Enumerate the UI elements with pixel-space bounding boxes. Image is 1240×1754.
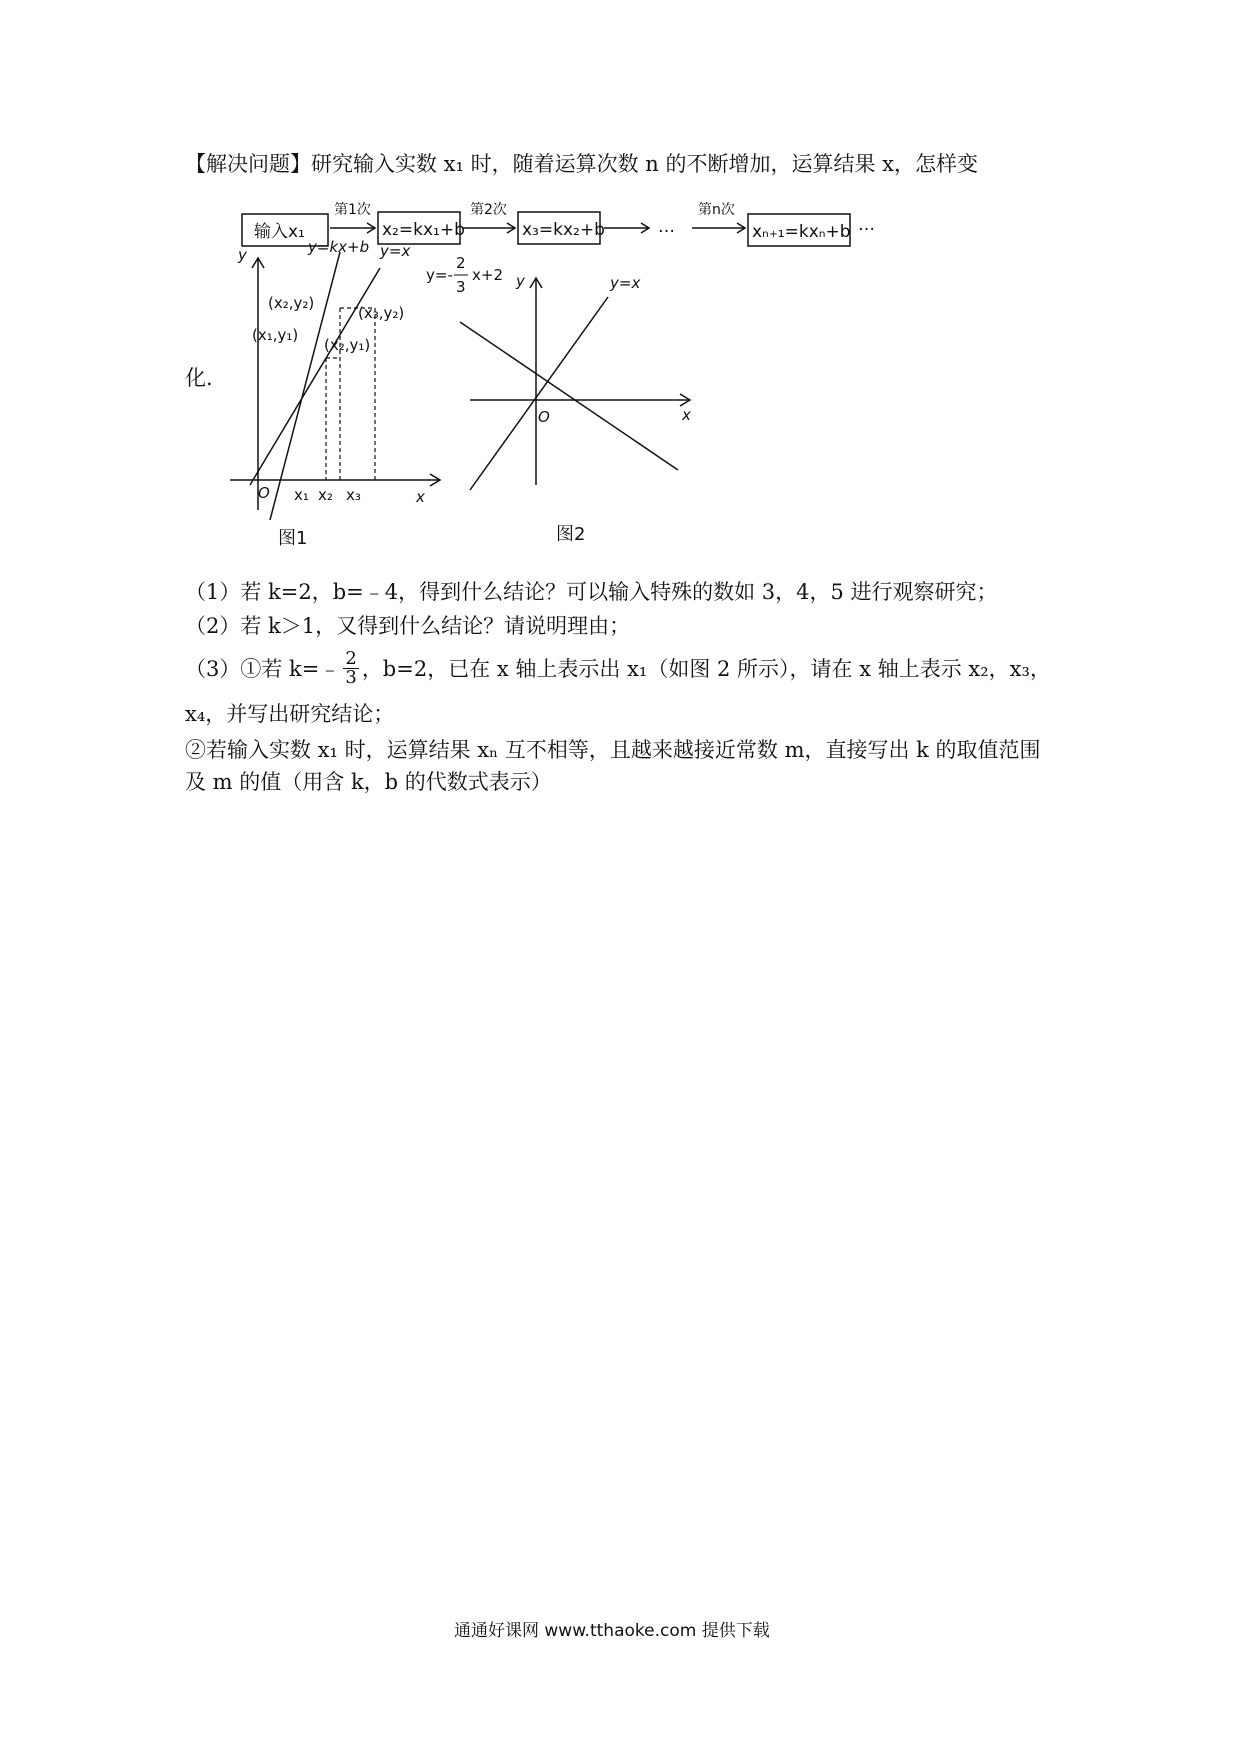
question-3-part-a: （3）①若 k=﹣ (185, 656, 341, 681)
fig1-x-label: x (416, 488, 425, 506)
fig1-label-kxb: y=kx+b (308, 238, 370, 256)
flow-arrow-3-label: 第n次 (698, 202, 735, 218)
intro-line-2: 化. (185, 366, 213, 390)
question-4-line-2: 及 m 的值（用含 k，b 的代数式表示） (185, 770, 552, 794)
fig1-point-x2y1: (x₂,y₁) (324, 336, 371, 354)
fig2-eq-num: 2 (456, 254, 466, 272)
fig1-tick-x3: x₃ (346, 486, 361, 504)
fig1-caption: 图1 (278, 528, 308, 549)
flow-box-input-label: 输入x₁ (254, 222, 305, 242)
flow-arrow-2-label: 第2次 (470, 202, 507, 218)
fig1-tick-x2: x₂ (318, 486, 333, 504)
fig2-line-yx (470, 297, 608, 490)
fig1-point-x2y2: (x₂,y₂) (268, 294, 315, 312)
fig2-line-decreasing (460, 322, 678, 470)
question-2: （2）若 k＞1，又得到什么结论？请说明理由； (185, 614, 631, 638)
question-3-fraction (343, 650, 358, 687)
question-3 (185, 650, 1051, 687)
question-3-part-b: ，b=2，已在 x 轴上表示出 x₁（如图 2 所示），请在 x 轴上表示 x₂，x₃， (361, 656, 1051, 681)
flow-box-3-label: x₃=kx₂+b (522, 220, 605, 240)
question-1: （1）若 k=2，b=﹣4，得到什么结论？可以输入特殊的数如 3，4，5 进行观察研究； (185, 580, 998, 604)
fig2-eq-suffix: x+2 (472, 266, 503, 284)
fig1-label-yx: y=x (380, 242, 411, 260)
flow-box-n-label: xₙ₊₁=kxₙ+b (752, 222, 851, 242)
question-3-fraction-den: 3 (345, 667, 357, 688)
fig2-label-yx: y=x (610, 274, 641, 292)
figure-1 (230, 252, 440, 520)
fig2-eq-prefix: y=- (426, 266, 453, 284)
flow-dots-1: … (658, 217, 675, 237)
fig1-point-x1y1: (x₁,y₁) (252, 326, 299, 344)
flow-arrow-1-label: 第1次 (334, 202, 371, 218)
question-3-line-2: x₄，并写出研究结论； (185, 702, 395, 726)
fig2-eq-den: 3 (456, 278, 466, 296)
fig2-origin: O (538, 408, 550, 426)
flow-box-2-label: x₂=kx₁+b (382, 220, 465, 240)
figure-svg (230, 200, 898, 560)
fig1-y-label: y (238, 246, 247, 264)
fig1-origin: O (258, 484, 270, 502)
flow-dots-2: … (858, 215, 875, 235)
fig1-dashed-lines (326, 308, 375, 480)
figure-panel (230, 200, 898, 560)
figure-2 (460, 278, 690, 490)
intro-line-1: 【解决问题】研究输入实数 x₁ 时，随着运算次数 n 的不断增加，运算结果 x，怎样变 (185, 152, 979, 176)
fig1-point-x3y2: (x₃,y₂) (358, 304, 405, 322)
fig2-y-label: y (516, 272, 525, 290)
question-3-fraction-num: 2 (345, 648, 357, 669)
fig1-tick-x1: x₁ (294, 486, 309, 504)
footer-text: 通通好课网 www.tthaoke.com 提供下载 (454, 1621, 770, 1641)
question-4-line-1: ②若输入实数 x₁ 时，运算结果 xₙ 互不相等，且越来越接近常数 m，直接写出 k 的取值范围 (185, 738, 1041, 762)
fig2-caption: 图2 (556, 524, 586, 545)
fig2-x-label: x (682, 406, 691, 424)
